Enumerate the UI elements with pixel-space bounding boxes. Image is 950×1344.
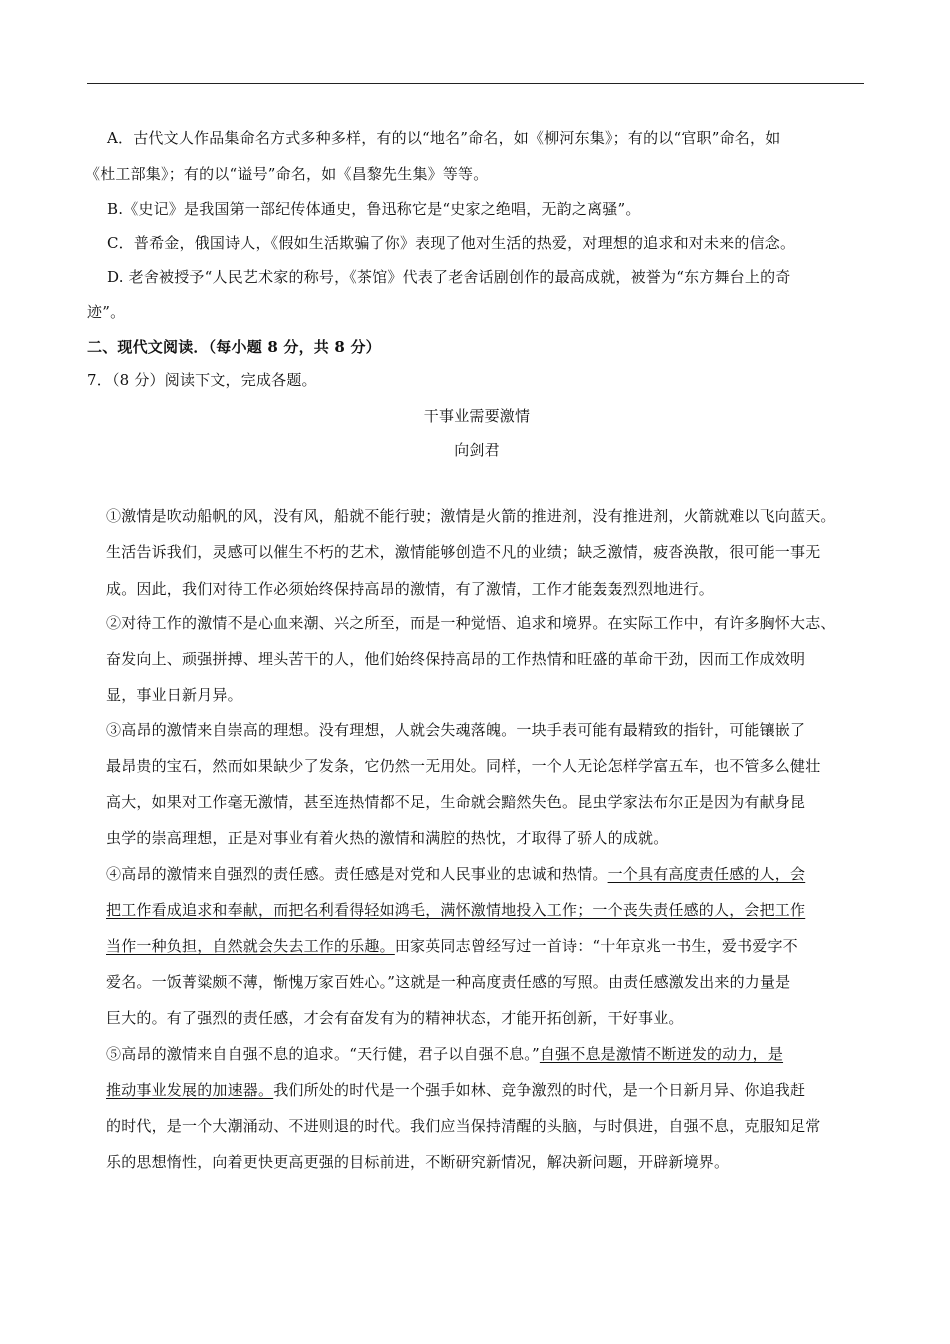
paragraph-1-line-3: 成。因此，我们对待工作必须始终保持高昂的激情，有了激情，工作才能轰轰烈烈地进行。	[106, 580, 715, 598]
p4-l3-plain: 田家英同志曾经写过一首诗：“十年京兆一书生，爱书爱字不	[394, 937, 798, 955]
p4-l3-underlined: 当作一种负担，自然就会失去工作的乐趣。	[106, 937, 395, 955]
paragraph-5-line-4: 乐的思想惰性，向着更快更高更强的目标前进，不断研究新情况，解决新问题，开辟新境界。	[106, 1153, 730, 1171]
paragraph-5-line-2	[106, 1079, 805, 1100]
p4-l1-underlined: 一个具有高度责任感的人，会	[607, 865, 806, 883]
option-a-line-1: A．古代文人作品集命名方式多种多样，有的以“地名”命名，如《柳河东集》；有的以“官职”命名，如	[107, 129, 781, 147]
paragraph-4-line-5: 巨大的。有了强烈的责任感，才会有奋发有为的精神状态，才能开拓创新，干好事业。	[106, 1009, 684, 1027]
paragraph-4-line-2	[106, 899, 805, 920]
p4-l1-plain: ④高昂的激情来自强烈的责任感。责任感是对党和人民事业的忠诚和热情。	[106, 865, 608, 883]
option-c: C．普希金，俄国诗人，《假如生活欺骗了你》表现了他对生活的热爱，对理想的追求和对未来的信念。	[107, 234, 796, 252]
option-d-line-1: D. 老舍被授予“人民艺术家的称号，《茶馆》代表了老舍话剧创作的最高成就，被誉为“东方舞台上的奇	[107, 268, 791, 286]
paragraph-3-line-3: 高大，如果对工作毫无激情，甚至连热情都不足，生命就会黯然失色。昆虫学家法布尔正是因为有献身昆	[106, 793, 806, 811]
paragraph-5-line-3: 的时代，是一个大潮涌动、不进则退的时代。我们应当保持清醒的头脑，与时俱进，自强不息，克服知足常	[106, 1117, 821, 1135]
p4-l2-underlined: 把工作看成追求和奉献，而把名利看得轻如鸿毛，满怀激情地投入工作；一个丧失责任感的人，会把工作	[106, 901, 806, 919]
paragraph-3-line-1: ③高昂的激情来自崇高的理想。没有理想，人就会失魂落魄。一块手表可能有最精致的指针，可能镶嵌了	[106, 721, 806, 739]
header-rule	[87, 83, 864, 84]
article-author: 向剑君	[454, 441, 500, 459]
p5-l1-underlined: 自强不息是激情不断迸发的动力，是	[539, 1045, 784, 1063]
option-b: B.《史记》是我国第一部纪传体通史，鲁迅称它是“史家之绝唱，无韵之离骚”。	[107, 200, 641, 218]
p5-l2-plain: 我们所处的时代是一个强手如林、竞争激烈的时代，是一个日新月异、你追我赶	[273, 1081, 806, 1099]
option-d-line-2: 迹”。	[87, 303, 126, 321]
paragraph-3-line-4: 虫学的崇高理想，正是对事业有着火热的激情和满腔的热忱，才取得了骄人的成就。	[106, 829, 669, 847]
article-title: 干事业需要激情	[423, 407, 531, 425]
paragraph-4-line-4: 爱名。一饭菁粱颇不薄，惭愧万家百姓心。”这就是一种高度责任感的写照。由责任感激发出来的力量是	[106, 973, 791, 991]
paragraph-4-line-3	[106, 935, 798, 956]
paragraph-1-line-1: ①激情是吹动船帆的风，没有风，船就不能行驶；激情是火箭的推进剂，没有推进剂，火箭就难以飞向蓝天。	[106, 507, 836, 525]
question-stem: 7．（8 分）阅读下文，完成各题。	[87, 371, 317, 389]
paragraph-3-line-2: 最昂贵的宝石，然而如果缺少了发条，它仍然一无用处。同样，一个人无论怎样学富五车，也不管多么健壮	[106, 757, 821, 775]
paragraph-5-line-1	[106, 1043, 783, 1064]
p5-l2-underlined: 推动事业发展的加速器。	[106, 1081, 274, 1099]
paragraph-2-line-2: 奋发向上、顽强拼搏、埋头苦干的人，他们始终保持高昂的工作热情和旺盛的革命干劲，因而工作成效明	[106, 650, 806, 668]
paragraph-2-line-3: 显，事业日新月异。	[106, 686, 243, 704]
p5-l1-plain: ⑤高昂的激情来自自强不息的追求。“天行健，君子以自强不息。”	[106, 1045, 540, 1063]
option-a-line-2: 《杜工部集》；有的以“谥号”命名，如《昌黎先生集》等等。	[85, 165, 489, 183]
paragraph-2-line-1: ②对待工作的激情不是心血来潮、兴之所至，而是一种觉悟、追求和境界。在实际工作中，有许多胸怀大志、	[106, 614, 836, 632]
section-heading: 二、现代文阅读．（每小题 8 分，共 8 分）	[87, 338, 381, 356]
paragraph-4-line-1	[106, 863, 805, 884]
paragraph-1-line-2: 生活告诉我们，灵感可以催生不朽的艺术，激情能够创造不凡的业绩；缺乏激情，疲沓涣散，很可能一事无	[106, 543, 821, 561]
